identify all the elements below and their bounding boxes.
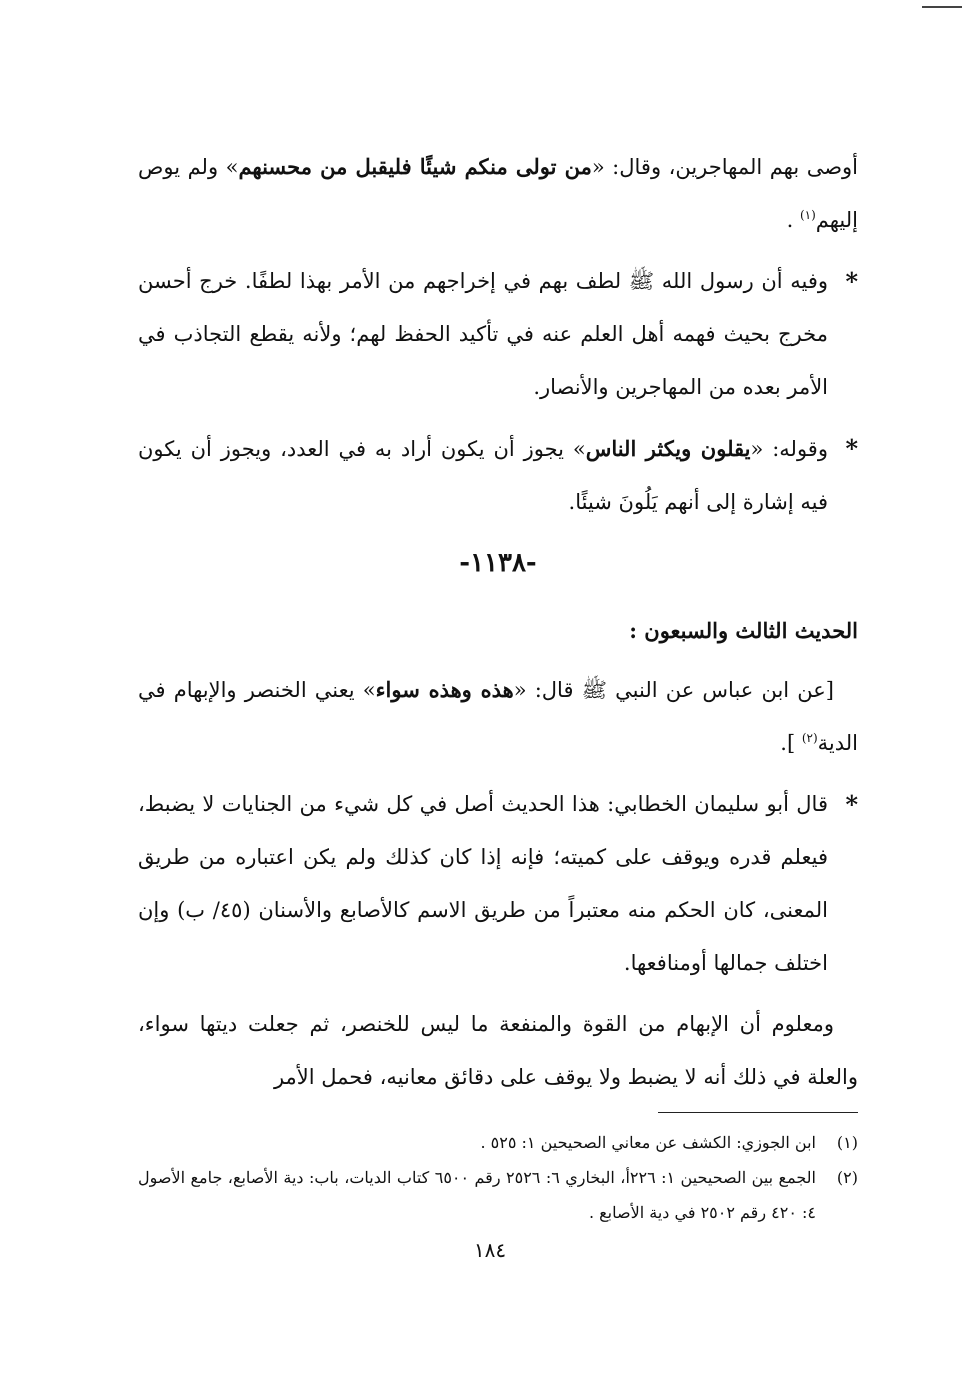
footnote-ref-2: (٢) <box>801 731 818 745</box>
paragraph-5: * قال أبو سليمان الخطابي: هذا الحديث أصل في كل شيء من الجنايات لا يضبط، فيعلم قدره ويوقف على كميته؛ فإنه إذا كان كذلك ولم يكن اعتباره من طريق المعنى، كان الحكم منه معتبراً من طريق الاسم كالأصابع والأسنان (٤٥/ ب) وإن اختلف جمالها أومنافعها. <box>138 778 858 990</box>
p1-quote: من تولى منكم شيئًا فليقبل من محسنهم <box>238 154 592 179</box>
p4-quote: هذه وهذه سواء <box>375 677 514 702</box>
p4-text-c: » يعني الخنصر والإبهام في الدية <box>138 678 858 755</box>
paragraph-6: ومعلوم أن الإبهام من القوة والمنفعة ما ليس للخنصر، ثم جعلت ديتها سواء، والعلة في ذلك أنه لا يضبط ولا يوقف على دقائق معانيه، فحمل الأمر <box>138 1012 858 1089</box>
footnote-text: ابن الجوزي: الكشف عن معاني الصحيحين ١: ٥٢٥ . <box>480 1133 816 1152</box>
footnote-number: (١) <box>836 1133 858 1152</box>
hadith-heading: الحديث الثالث والسبعون : <box>629 618 858 643</box>
paragraph-2: * وفيه أن رسول الله ﷺ لطف بهم في إخراجهم من الأمر بهذا لطفًا. خرج أحسن مخرج بحيث فهمه أهل العلم عنه في تأكيد الحفظ لهم؛ ولأنه يقطع التجاذب في الأمر بعده من المهاجرين والأنصار. <box>138 255 858 414</box>
page-body <box>138 140 858 1230</box>
footnote-2 <box>138 1160 858 1230</box>
footnote-ref-1: (١) <box>799 208 816 222</box>
footnote-1 <box>138 1125 858 1160</box>
paragraph-3 <box>138 422 858 529</box>
paragraph-1 <box>138 140 858 247</box>
p3-quote: يقلون ويكثر الناس <box>585 436 751 461</box>
p1-text-a: أوصى بهم المهاجرين، وقال: « <box>591 155 858 179</box>
footnote-text: الجمع بين الصحيحين ١: ٢٢٦أ، البخاري ٦: ٢٥٢٦ رقم ٦٥٠٠ كتاب الديات، باب: دية الأصابع، جامع الأصول ٤: ٤٢٠ رقم ٢٥٠٢ في دية الأصابع . <box>138 1168 816 1222</box>
footnote-number: (٢) <box>836 1168 858 1187</box>
footnotes <box>138 1125 858 1230</box>
p4-text-d: ]. <box>780 731 802 755</box>
page-number: ١٨٤ <box>473 1238 507 1262</box>
paragraph-4 <box>138 663 858 770</box>
p1-text-d: . <box>786 208 800 232</box>
p3-text-c: » يجوز أن يكون أراد به في العدد، ويجوز أن يكون فيه إشارة إلى أنهم يَلُونَ شيئًا. <box>138 437 828 514</box>
corner-mark <box>922 6 962 8</box>
p4-text-a: [عن ابن عباس عن النبي ﷺ قال: « <box>513 678 834 702</box>
section-number: -١١٣٨- <box>459 548 537 578</box>
p3-text-a: وقوله: « <box>750 437 828 461</box>
footnote-separator <box>658 1112 858 1113</box>
p1-text-c: » ولم يوص إليهم <box>138 155 858 232</box>
